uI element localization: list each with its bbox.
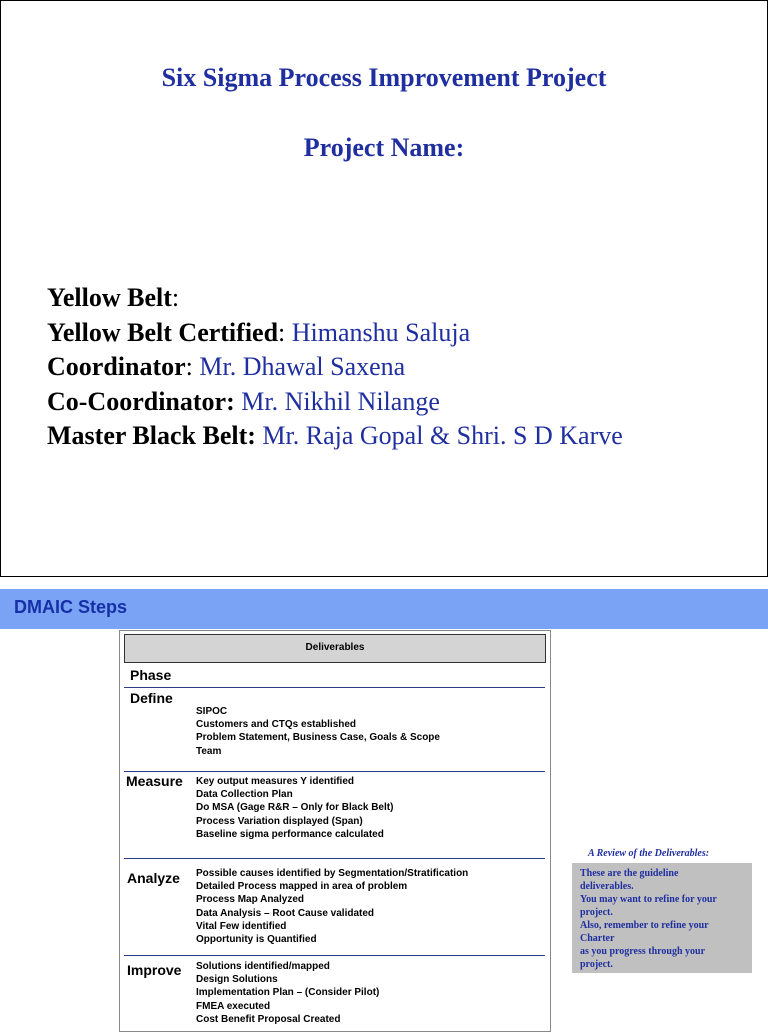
role-label: Co-Coordinator: <box>47 386 235 416</box>
note-line: Charter <box>580 933 615 944</box>
role-separator: : <box>278 317 292 347</box>
role-label: Yellow Belt <box>47 283 172 312</box>
phase-measure: Measure <box>126 773 183 789</box>
role-coordinator <box>47 350 623 385</box>
role-yellow-belt <box>47 281 623 316</box>
list-item: Design Solutions <box>196 974 278 986</box>
list-item: Do MSA (Gage R&R – Only for Black Belt) <box>196 802 394 814</box>
review-title: A Review of the Deliverables: <box>588 848 710 859</box>
note-line: You may want to refine for your <box>580 894 717 905</box>
list-item: Process Map Analyzed <box>196 894 305 906</box>
role-value: Mr. Raja Gopal & Shri. S D Karve <box>262 421 623 450</box>
role-value: Himanshu Saluja <box>291 317 471 347</box>
divider <box>124 858 545 859</box>
divider <box>124 771 545 772</box>
table-header <box>124 634 546 663</box>
deliverables-table <box>119 630 551 1032</box>
role-separator: : <box>185 352 200 381</box>
phase-analyze: Analyze <box>127 870 180 886</box>
role-label: Coordinator <box>47 352 186 381</box>
list-item: Data Analysis – Root Cause validated <box>196 907 375 919</box>
list-item: Implementation Plan – (Consider Pilot) <box>196 987 380 999</box>
list-item: Solutions identified/mapped <box>196 961 330 972</box>
list-item: Problem Statement, Business Case, Goals & Scope <box>196 732 440 744</box>
list-item: Customers and CTQs established <box>196 719 357 731</box>
review-note-box <box>572 863 752 973</box>
role-label: Yellow Belt Certified <box>47 317 279 347</box>
note-line: These are the guideline <box>580 868 679 879</box>
note-line: deliverables. <box>580 881 634 892</box>
list-item: Baseline sigma performance calculated <box>196 828 384 840</box>
list-item: Possible causes identified by Segmentation/Stratification <box>196 868 469 879</box>
list-item: Team <box>196 745 222 757</box>
project-name-label: Project Name: <box>303 133 465 162</box>
banner-title: DMAIC Steps <box>14 597 128 617</box>
list-item: Vital Few identified <box>196 920 287 932</box>
note-line: as you progress through your <box>580 946 706 957</box>
role-co-coordinator <box>47 385 623 420</box>
list-item: SIPOC <box>196 706 228 717</box>
role-yellow-belt-certified <box>47 316 623 351</box>
role-master-black-belt <box>47 419 623 454</box>
list-item: Cost Benefit Proposal Created <box>196 1013 341 1025</box>
dmaic-slide <box>0 577 768 1024</box>
note-line: Also, remember to refine your <box>580 920 709 931</box>
role-separator: : <box>171 283 180 312</box>
phase-improve: Improve <box>127 962 182 978</box>
role-label: Master Black Belt: <box>47 421 256 450</box>
divider <box>124 955 545 956</box>
note-line: project. <box>580 907 613 918</box>
list-item: FMEA executed <box>196 1000 271 1012</box>
note-line: project. <box>580 959 613 970</box>
improve-items <box>196 960 379 1026</box>
define-items <box>196 705 440 758</box>
list-item: Detailed Process mapped in area of problem <box>196 881 408 893</box>
list-item: Key output measures Y identified <box>196 776 355 787</box>
list-item: Process Variation displayed (Span) <box>196 815 363 827</box>
measure-items <box>196 775 393 841</box>
phase-column-label: Phase <box>130 667 172 683</box>
dmaic-banner <box>0 589 768 629</box>
list-item: Opportunity is Quantified <box>196 934 317 946</box>
phase-define: Define <box>130 690 173 706</box>
table-header-label: Deliverables <box>305 642 365 653</box>
list-item: Data Collection Plan <box>196 789 293 801</box>
project-title: Six Sigma Process Improvement Project <box>161 63 607 92</box>
divider <box>124 687 545 688</box>
roles-list <box>47 281 623 454</box>
review-note-text <box>580 867 717 971</box>
role-value: Mr. Nikhil Nilange <box>241 386 440 416</box>
role-value: Mr. Dhawal Saxena <box>199 352 406 381</box>
analyze-items <box>196 867 468 946</box>
